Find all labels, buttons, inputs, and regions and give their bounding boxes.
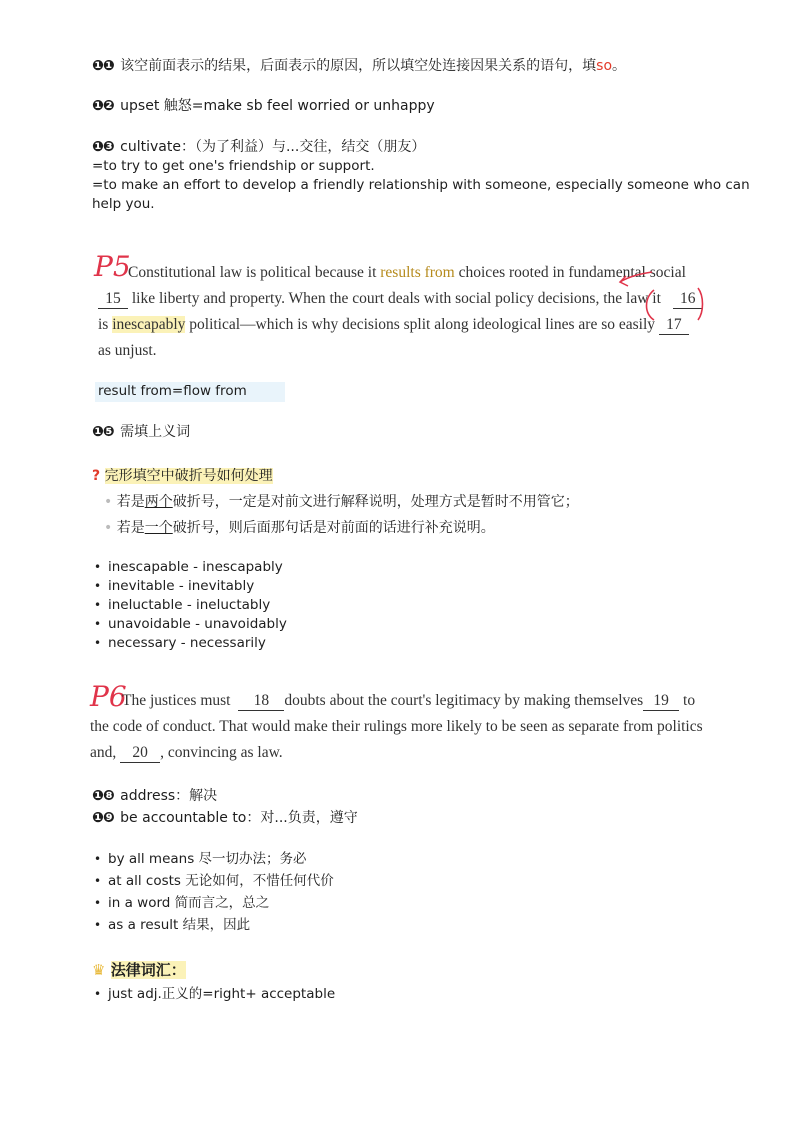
word-pairs-list	[92, 558, 287, 653]
p6-line1	[90, 688, 702, 714]
list-item: • ineluctable - ineluctably	[92, 596, 287, 615]
handwritten-bracket-icon	[600, 262, 710, 322]
dash-text: 破折号，一定是对前文进行解释说明，处理方式是暂时不用管它；	[172, 494, 579, 510]
note-12	[92, 96, 435, 116]
list-item: • by all means 尽一切办法；务必	[92, 850, 334, 869]
blank-17: 17	[659, 316, 689, 335]
list-item: • at all costs 无论如何，不惜任何代价	[92, 872, 334, 891]
note-text: be accountable to：对...负责，遵守	[120, 810, 358, 826]
note-13-line1: =to try to get one's friendship or support.	[92, 158, 375, 174]
list-item: • inescapable - inescapably	[92, 558, 287, 577]
list-item: • as a result 结果，因此	[92, 916, 334, 935]
p5-highlight-results-from: results from	[380, 264, 455, 281]
p5-text: choices rooted in fundamental social	[454, 264, 686, 281]
p6-text: and,	[90, 744, 121, 761]
note-13-title	[92, 137, 425, 157]
bullet-icon: •	[104, 520, 113, 536]
p5-text: like liberty and property. When the court deals with social policy decisions, the law it	[128, 290, 665, 307]
crown-icon: ♛	[92, 961, 106, 979]
dash-item-1	[104, 492, 579, 512]
p5-handwritten-mark: P5	[94, 250, 131, 283]
dash-item-2	[104, 518, 495, 538]
blank-16: 16	[673, 290, 703, 309]
dash-underlined: 两个	[144, 494, 173, 510]
legal-title-text: 法律词汇：	[110, 961, 186, 979]
blank-18: 18	[238, 692, 284, 711]
note-answer: so	[596, 58, 613, 74]
blank-19: 19	[643, 692, 679, 711]
p6-text: , convincing as law.	[160, 744, 283, 761]
p5-text: political—which is why decisions split along ideological lines are so easily	[185, 316, 659, 333]
p6-text: The justices must	[122, 692, 235, 709]
p6-text: doubts about the court's legitimacy by making themselves	[284, 692, 644, 709]
note-number: ❶❺	[92, 424, 114, 440]
list-item: • necessary - necessarily	[92, 634, 287, 653]
p6-text: to	[679, 692, 696, 709]
dash-text: 若是	[116, 494, 145, 510]
note-number: ❶❾	[92, 810, 114, 826]
note-number: ❶❽	[92, 788, 114, 804]
p6-line3	[90, 740, 702, 766]
note-19	[92, 808, 358, 828]
list-item: • in a word 简而言之，总之	[92, 894, 334, 913]
legal-vocab-list	[92, 985, 335, 1004]
passage-p6	[90, 688, 702, 766]
p5-line4: as unjust.	[98, 342, 157, 359]
dash-section-title	[92, 466, 273, 486]
note-11	[92, 56, 626, 76]
note-end: 。	[612, 58, 627, 74]
note-number: ❶❶	[92, 58, 114, 74]
p5-highlight-inescapably: inescapably	[112, 316, 186, 333]
list-item: • inevitable - inevitably	[92, 577, 287, 596]
p6-line2: the code of conduct. That would make their rulings more likely to be seen as separate from politics	[90, 718, 703, 735]
question-icon: ?	[92, 468, 101, 484]
note-text: upset 触怒=make sb feel worried or unhappy	[120, 98, 435, 114]
note-18	[92, 786, 217, 806]
note-text: address：解决	[120, 788, 218, 804]
note-15	[92, 422, 190, 442]
note-number: ❶❷	[92, 98, 114, 114]
blank-15: 15	[98, 290, 128, 309]
blank-20: 20	[120, 744, 160, 763]
phrases-list	[92, 850, 334, 935]
p5-text: Constitutional law is political because it	[128, 264, 381, 281]
note-number: ❶❸	[92, 139, 114, 155]
dash-title-text: 完形填空中破折号如何处理	[104, 468, 273, 484]
note-text: cultivate：（为了利益）与...交往，结交（朋友）	[120, 139, 426, 155]
bullet-icon: •	[104, 494, 113, 510]
note-13-line3: help you.	[92, 196, 155, 212]
dash-underlined: 一个	[144, 520, 173, 536]
dash-text: 破折号，则后面那句话是对前面的话进行补充说明。	[172, 520, 495, 536]
p6-handwritten-mark: P6	[90, 680, 127, 713]
note-text: 该空前面表示的结果，后面表示的原因，所以填空处连接因果关系的语句，填	[120, 58, 597, 74]
list-item: • unavoidable - unavoidably	[92, 615, 287, 634]
list-item: • just adj.正义的=right+ acceptable	[92, 985, 335, 1004]
note-13-line2: =to make an effort to develop a friendly relationship with someone, especially someone who can	[92, 177, 750, 193]
legal-vocab-title	[92, 960, 186, 980]
dash-text: 若是	[116, 520, 145, 536]
note-text: 需填上义词	[120, 424, 191, 440]
callout-text: result from=flow from	[98, 383, 247, 399]
p5-text: is	[98, 316, 113, 333]
